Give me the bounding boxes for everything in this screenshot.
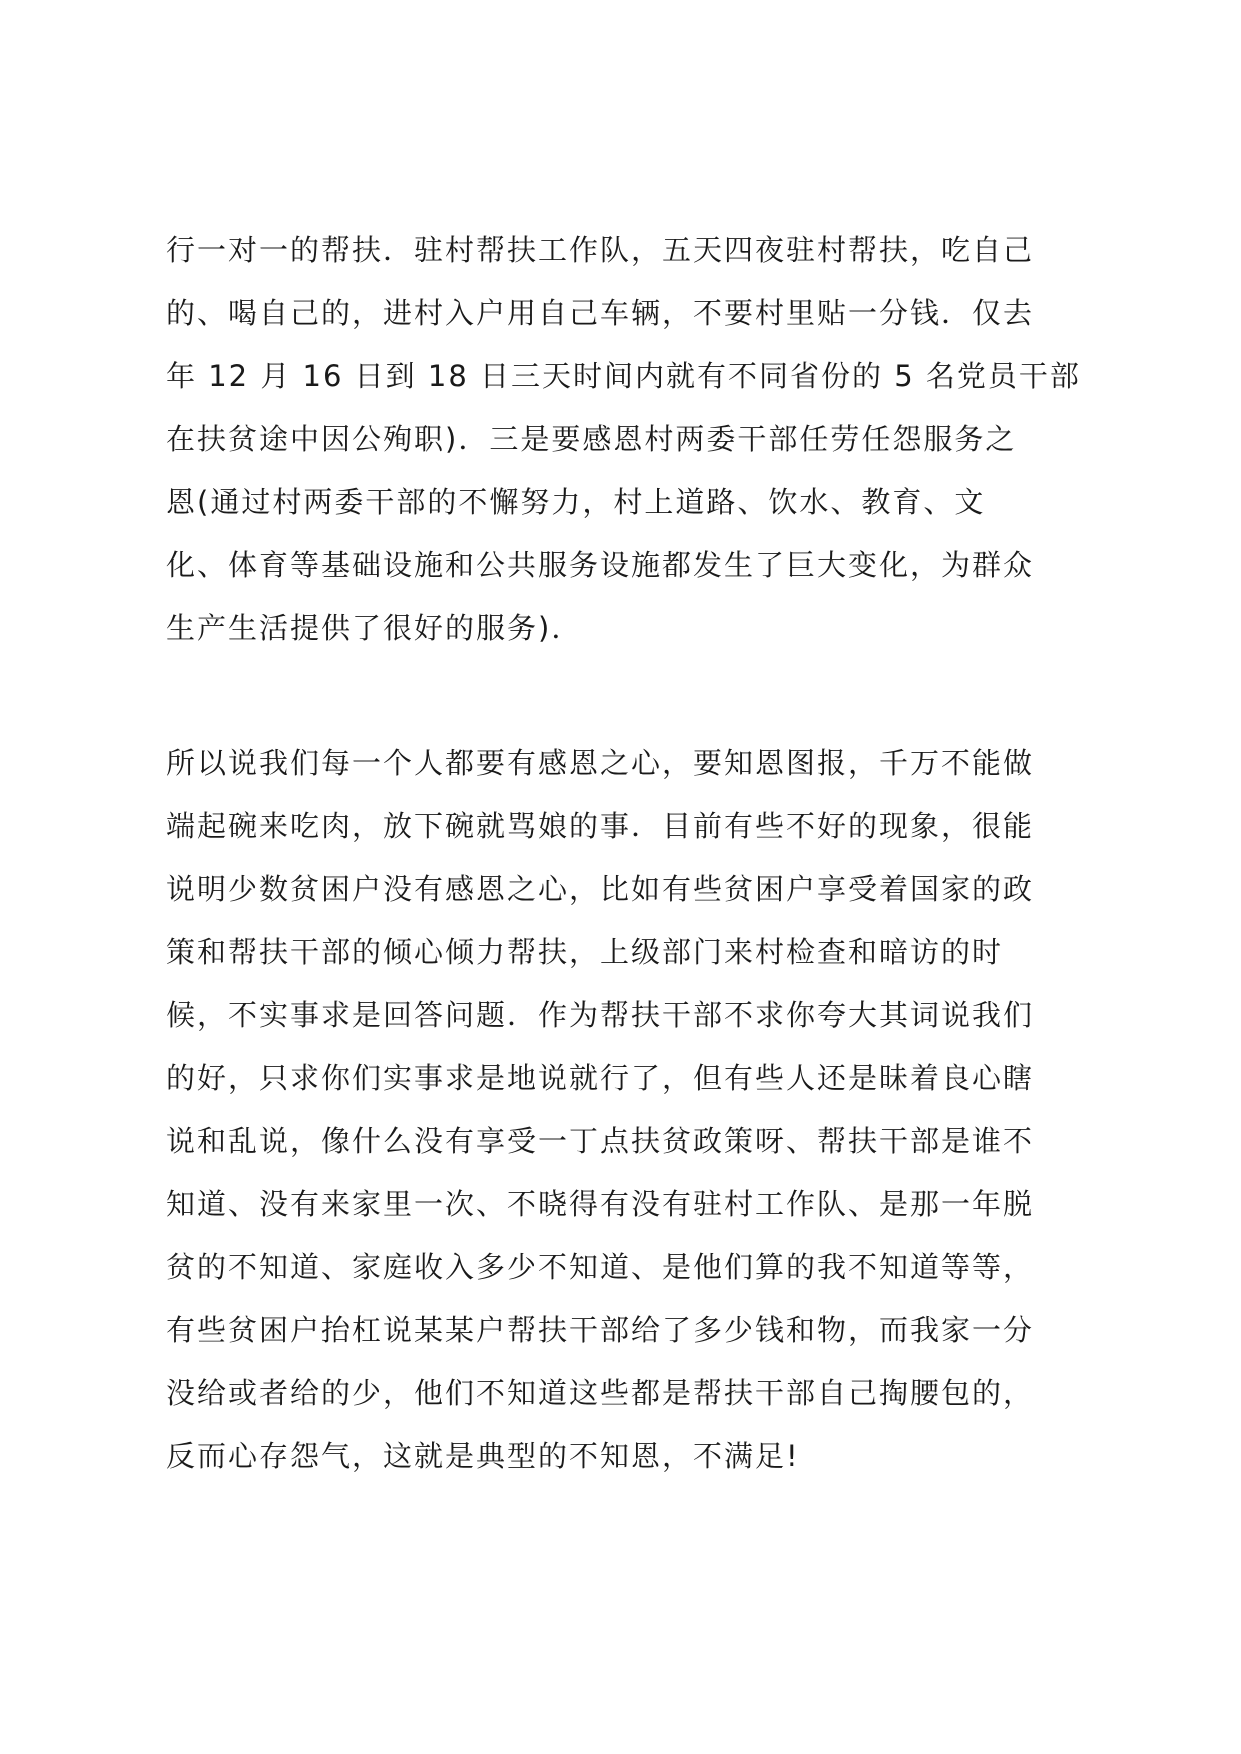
text-line: 反而心存怨气，这就是典型的不知恩，不满足! — [166, 1439, 800, 1473]
text-line: 的好，只求你们实事求是地说就行了，但有些人还是昧着良心瞎 — [166, 1061, 1035, 1095]
text-line: 化、体育等基础设施和公共服务设施都发生了巨大变化，为群众 — [166, 548, 1035, 582]
text-line: 端起碗来吃肉，放下碗就骂娘的事．目前有些不好的现象，很能 — [166, 809, 1035, 843]
paragraph — [166, 732, 1096, 1488]
text-line: 说明少数贫困户没有感恩之心，比如有些贫困户享受着国家的政 — [166, 872, 1035, 906]
text-line: 年 12 月 16 日到 18 日三天时间内就有不同省份的 5 名党员干部 — [166, 359, 1081, 393]
text-line: 策和帮扶干部的倾心倾力帮扶，上级部门来村检查和暗访的时 — [166, 935, 1004, 969]
text-line: 在扶贫途中因公殉职)．三是要感恩村两委干部任劳任怨服务之 — [166, 422, 1017, 456]
text-line: 恩(通过村两委干部的不懈努力，村上道路、饮水、教育、文 — [166, 485, 986, 519]
text-line: 生产生活提供了很好的服务)． — [166, 611, 583, 645]
text-line: 没给或者给的少，他们不知道这些都是帮扶干部自己掏腰包的， — [166, 1376, 1035, 1410]
text-line: 所以说我们每一个人都要有感恩之心，要知恩图报，千万不能做 — [166, 746, 1035, 780]
text-line: 知道、没有来家里一次、不晓得有没有驻村工作队、是那一年脱 — [166, 1187, 1035, 1221]
text-line: 贫的不知道、家庭收入多少不知道、是他们算的我不知道等等， — [166, 1250, 1035, 1284]
text-line: 有些贫困户抬杠说某某户帮扶干部给了多少钱和物，而我家一分 — [166, 1313, 1035, 1347]
text-line: 的、喝自己的，进村入户用自己车辆，不要村里贴一分钱．仅去 — [166, 296, 1035, 330]
text-line: 候，不实事求是回答问题．作为帮扶干部不求你夸大其词说我们 — [166, 998, 1035, 1032]
text-line: 行一对一的帮扶．驻村帮扶工作队，五天四夜驻村帮扶，吃自己 — [166, 233, 1035, 267]
text-line: 说和乱说，像什么没有享受一丁点扶贫政策呀、帮扶干部是谁不 — [166, 1124, 1035, 1158]
paragraph — [166, 219, 1096, 660]
